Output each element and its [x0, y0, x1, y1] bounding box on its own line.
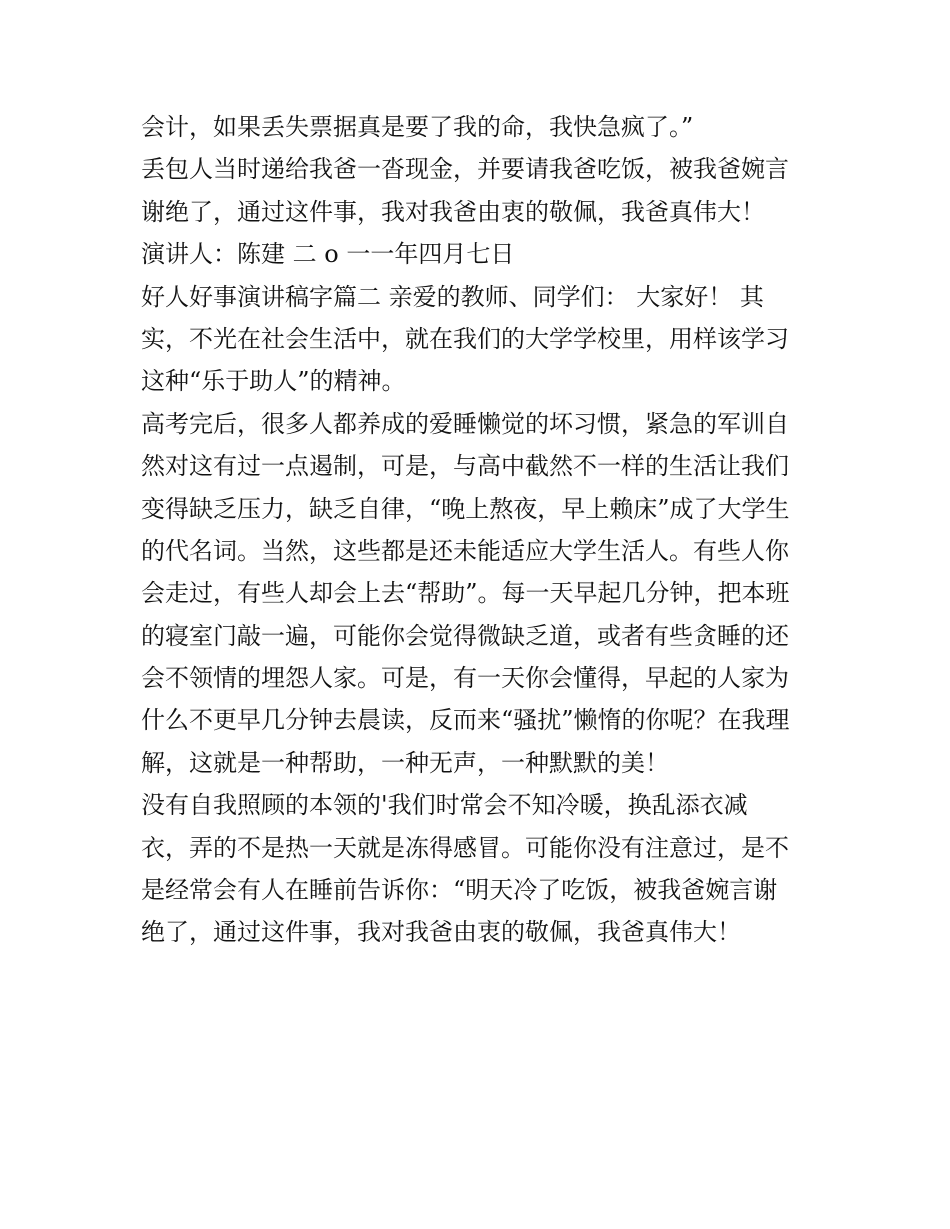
text-line: 演讲人：陈建 二 o 一一年四月七日 [141, 240, 515, 269]
text-line: 变得缺乏压力，缺乏自律，“晚上熬夜，早上赖床”成了大学生 [141, 494, 790, 523]
text-line: 衣，弄的不是热一天就是冻得感冒。可能你没有注意过，是不 [141, 833, 789, 862]
text-line: 会不领情的埋怨人家。可是，有一天你会懂得，早起的人家为 [141, 664, 789, 693]
text-line: 高考完后，很多人都养成的爱睡懒觉的坏习惯，紧急的军训自 [141, 409, 789, 438]
text-line: 没有自我照顾的本领的'我们时常会不知冷暖，换乱添衣减 [141, 791, 748, 820]
text-line: 什么不更早几分钟去晨读，反而来“骚扰”懒惰的你呢？在我理 [141, 706, 790, 735]
text-line: 的代名词。当然，这些都是还未能适应大学生活人。有些人你 [141, 536, 789, 565]
text-line: 是经常会有人在睡前告诉你：“明天冷了吃饭，被我爸婉言谢 [141, 876, 778, 905]
text-line: 丢包人当时递给我爸一沓现金，并要请我爸吃饭，被我爸婉言 [141, 155, 789, 184]
text-line: 好人好事演讲稿字篇二 亲爱的教师、同学们： 大家好！ 其 [141, 282, 764, 311]
text-line: 解，这就是一种帮助，一种无声，一种默默的美！ [141, 748, 669, 777]
text-line: 会走过，有些人却会上去“帮助”。每一天早起几分钟，把本班 [141, 579, 790, 608]
document-body [141, 106, 821, 954]
text-line: 绝了，通过这件事，我对我爸由衷的敬佩，我爸真伟大！ [141, 918, 741, 947]
text-line: 然对这有过一点遏制，可是，与高中截然不一样的生活让我们 [141, 452, 789, 481]
text-line: 实，不光在社会生活中，就在我们的大学学校里，用样该学习 [141, 324, 789, 353]
text-line: 谢绝了，通过这件事，我对我爸由衷的敬佩，我爸真伟大！ [141, 197, 765, 226]
text-line: 会计，如果丢失票据真是要了我的命，我快急疯了。” [141, 113, 694, 141]
text-line: 这种“乐于助人”的精神。 [141, 367, 406, 396]
text-line: 的寝室门敲一遍，可能你会觉得微缺乏道，或者有些贪睡的还 [141, 621, 789, 650]
